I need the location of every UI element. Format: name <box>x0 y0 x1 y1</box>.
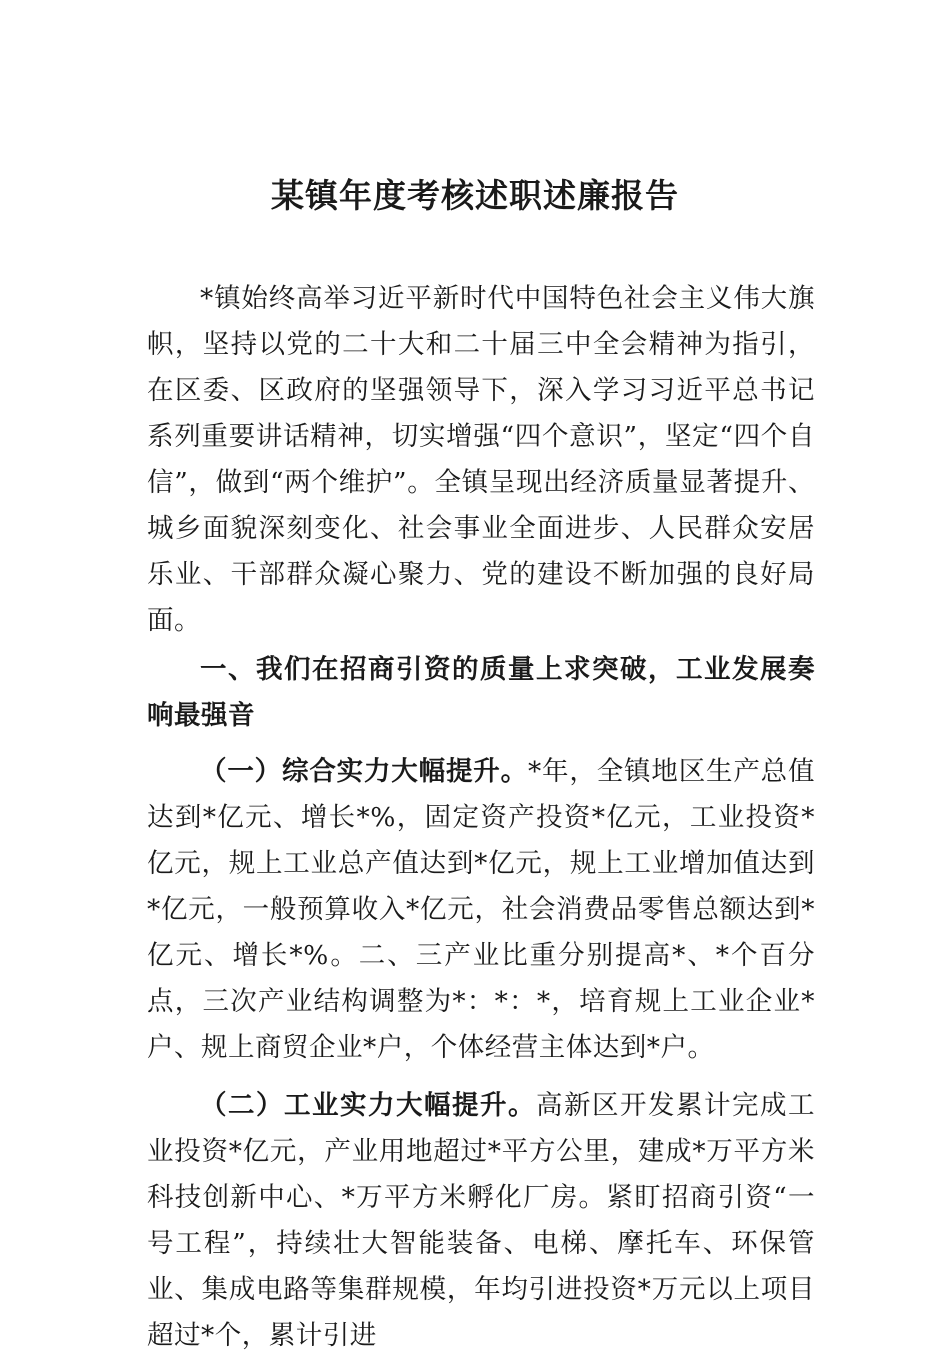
intro-paragraph: *镇始终高举习近平新时代中国特色社会主义伟大旗帜，坚持以党的二十大和二十届三中全会精神为指引，在区委、区政府的坚强领导下，深入学习习近平总书记系列重要讲话精神，切实增强“四个意识”，坚定“四个自信”，做到“两个维护”。全镇呈现出经济质量显著提升、城乡面貌深刻变化、社会事业全面进步、人民群众安居乐业、干部群众凝心聚力、党的建设不断加强的良好局面。 <box>147 283 815 636</box>
subsection-paragraph-1 <box>147 749 815 1071</box>
subsection-lead-2: （二）工业实力大幅提升。 <box>200 1090 536 1121</box>
document-body <box>147 276 815 1359</box>
subsection-lead-1: （一）综合实力大幅提升。 <box>200 756 528 787</box>
subsection-text-2: 高新区开发累计完成工业投资*亿元，产业用地超过*平方公里，建成*万平方米科技创新中心、*万平方米孵化厂房。紧盯招商引资“一号工程”，持续壮大智能装备、电梯、摩托车、环保管业、集成电路等集群规模，年均引进投资*万元以上项目超过*个，累计引进 <box>147 1090 815 1351</box>
document-title: 某镇年度考核述职述廉报告 <box>271 176 679 215</box>
subsection-text-1: *年，全镇地区生产总值达到*亿元、增长*%，固定资产投资*亿元，工业投资*亿元，规上工业总产值达到*亿元，规上工业增加值达到*亿元，一般预算收入*亿元，社会消费品零售总额达到*亿元、增长*%。二、三产业比重分别提高*、*个百分点，三次产业结构调整为*：*：*，培育规上工业企业*户、规上商贸企业*户，个体经营主体达到*户。 <box>147 756 816 1063</box>
section-heading: 一、我们在招商引资的质量上求突破，工业发展奏响最强音 <box>147 654 815 731</box>
subsection-paragraph-2 <box>147 1083 815 1359</box>
